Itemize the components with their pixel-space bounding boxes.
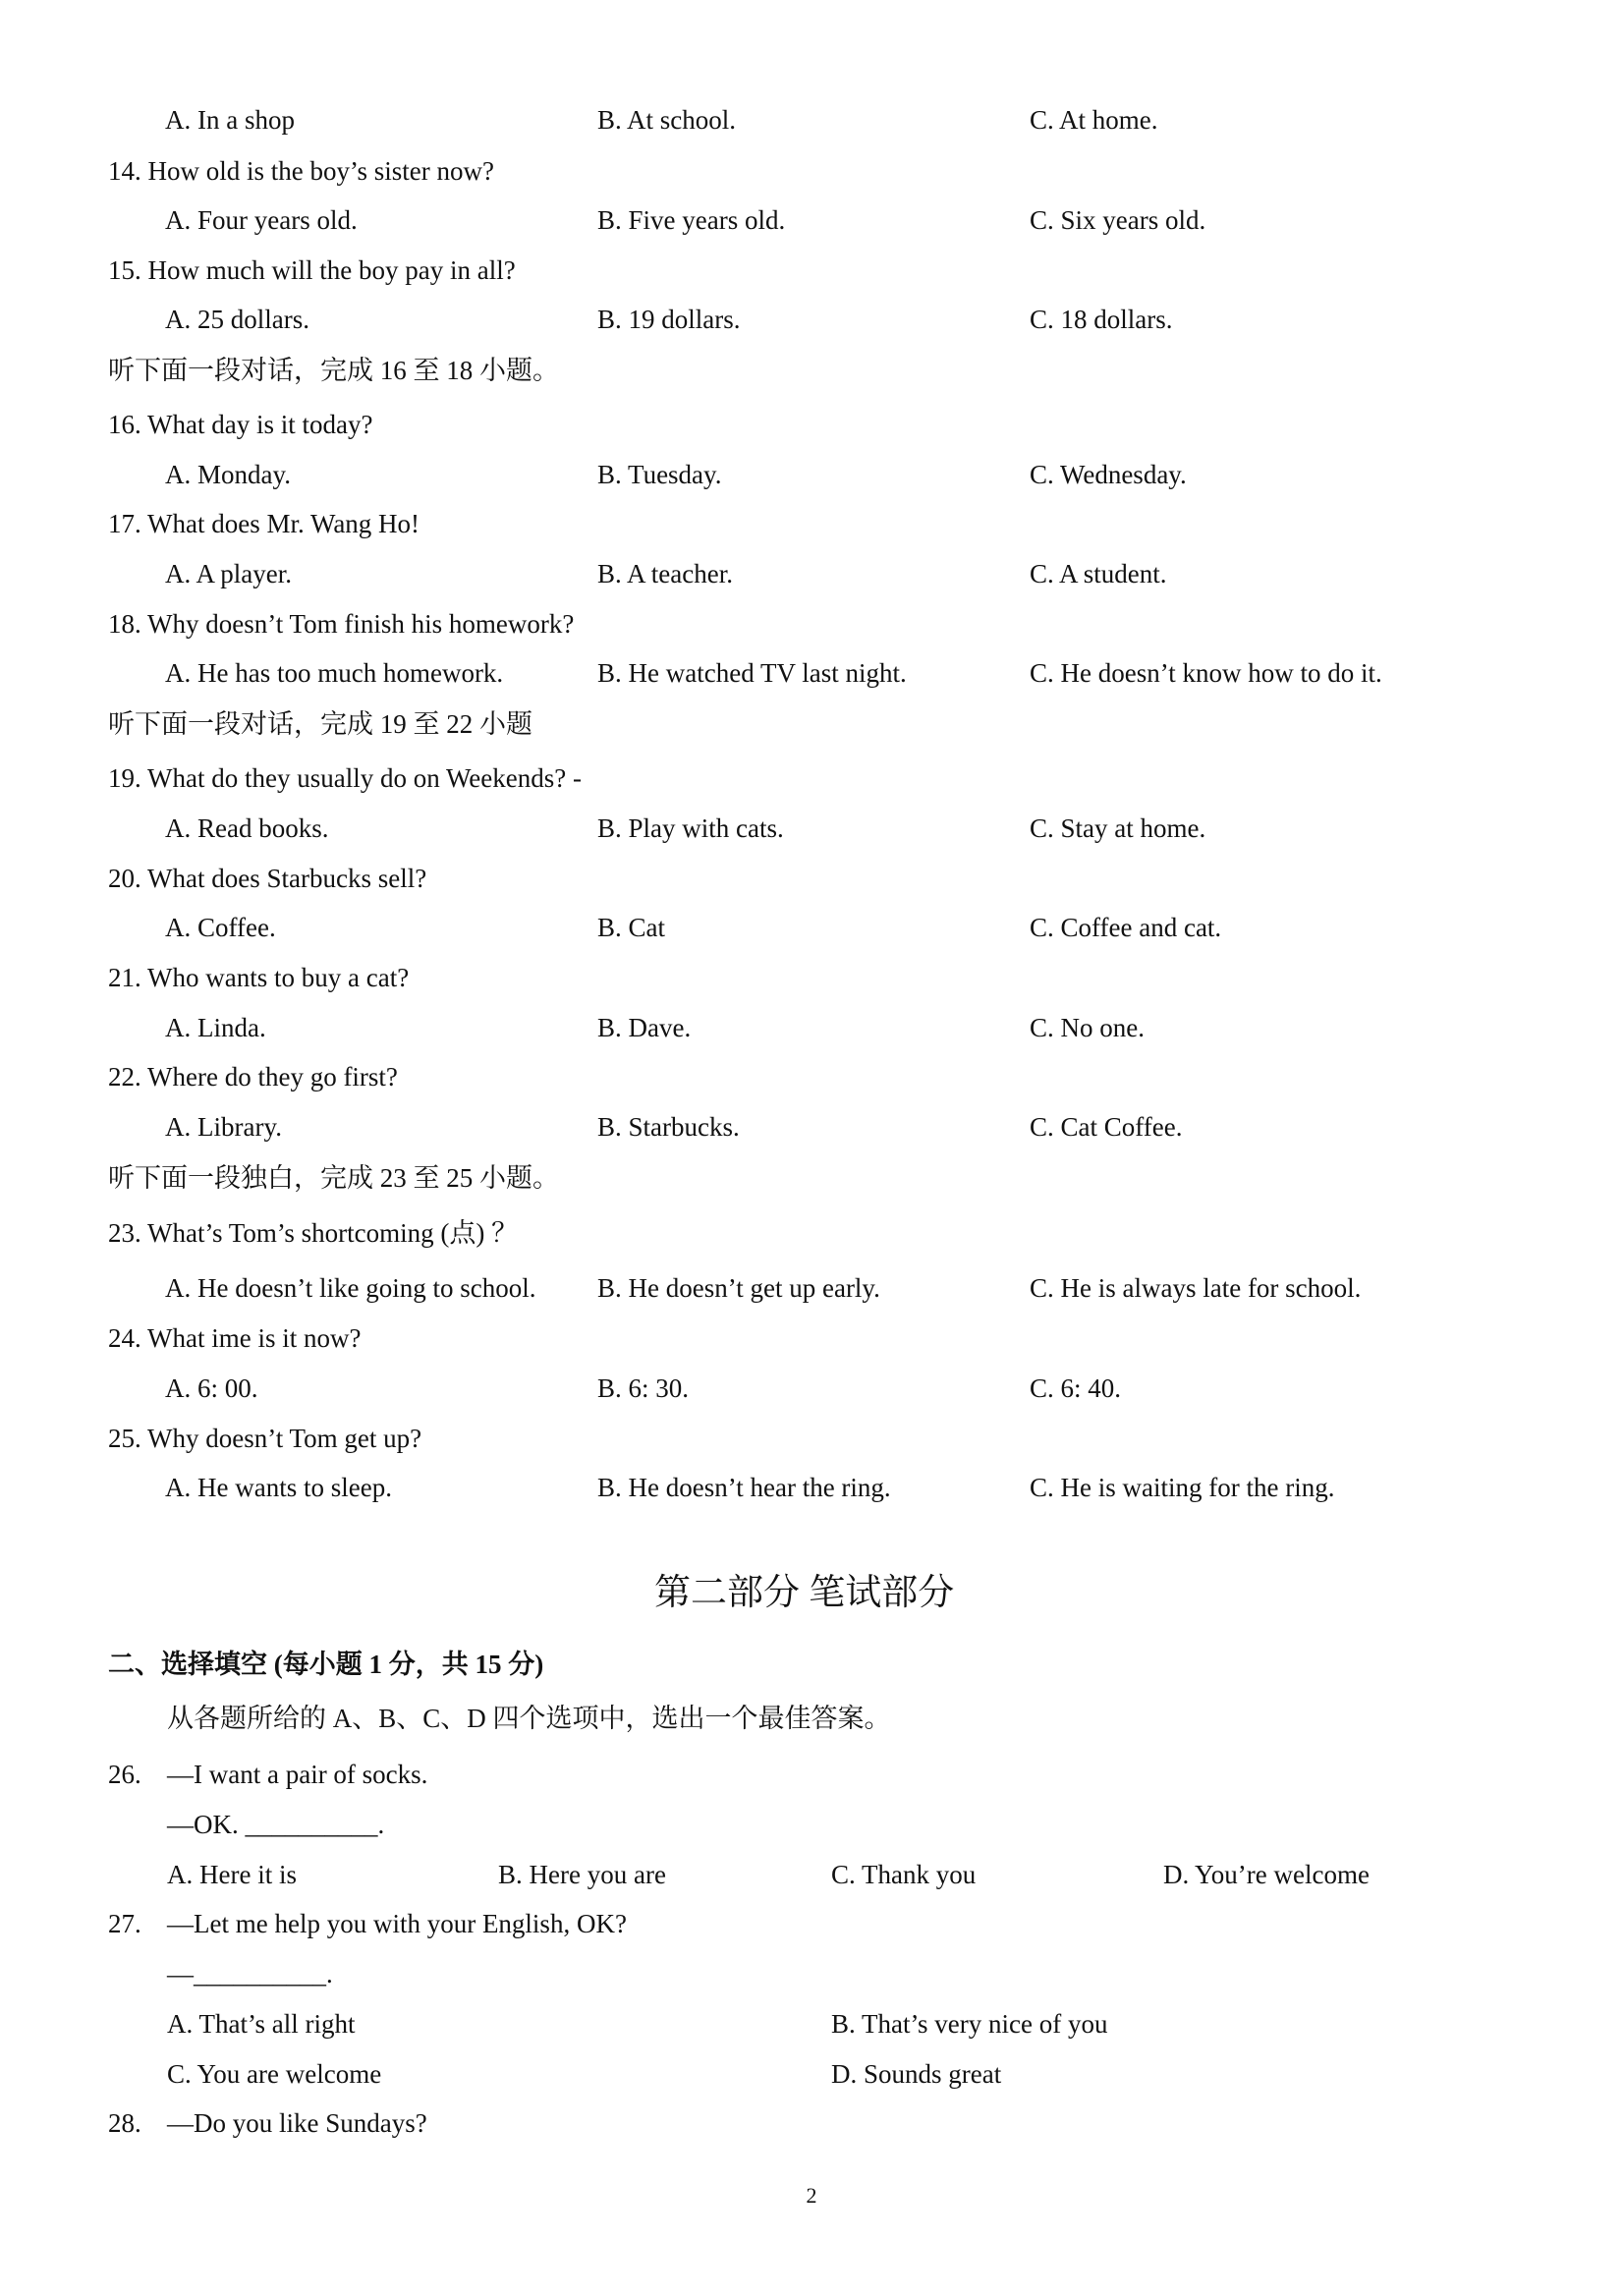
option-text: C. He is waiting for the ring. (1030, 1473, 1335, 1502)
option-text: C. Stay at home. (1030, 813, 1206, 843)
option-text: B. 6: 30. (597, 1373, 690, 1403)
option-text: B. Starbucks. (597, 1112, 740, 1142)
option-text: B. Five years old. (597, 205, 786, 235)
option-text: C. No one. (1030, 1013, 1145, 1042)
option-text: C. At home. (1030, 105, 1158, 135)
option-text: A. He has too much homework. (165, 658, 504, 688)
option-text: C. 6: 40. (1030, 1373, 1122, 1403)
option-text: B. He watched TV last night. (597, 658, 907, 688)
option-text: A. A player. (165, 559, 292, 588)
option-text: A. 25 dollars. (165, 305, 309, 334)
option-text: B. Tuesday. (597, 460, 722, 489)
answer-blank-line: —__________. (167, 1959, 333, 1988)
question-text: —I want a pair of socks. (167, 1760, 428, 1789)
question-text: 22. Where do they go first? (108, 1062, 398, 1092)
question-text: 23. What’s Tom’s shortcoming (点) ？ (108, 1218, 519, 1248)
option-text: A. Four years old. (165, 205, 358, 235)
option-text: A. He doesn’t like going to school. (165, 1273, 536, 1303)
section-instruction: 从各题所给的 A、B、C、D 四个选项中，选出一个最佳答案。 (167, 1704, 891, 1733)
part-title: 第二部分 笔试部分 (654, 1573, 955, 1613)
option-text: A. In a shop (165, 105, 295, 135)
question-text: 18. Why doesn’t Tom finish his homework? (108, 609, 575, 639)
question-number: 28. (108, 2108, 141, 2138)
option-text: C. A student. (1030, 559, 1167, 588)
option-text: B. 19 dollars. (597, 305, 741, 334)
question-text: 14. How old is the boy’s sister now? (108, 156, 494, 186)
option-text: A. Linda. (165, 1013, 266, 1042)
option-text: C. Thank you (831, 1860, 977, 1889)
option-text: A. Read books. (165, 813, 329, 843)
option-text: A. Monday. (165, 460, 291, 489)
option-text: A. Here it is (167, 1860, 297, 1889)
option-text: C. Six years old. (1030, 205, 1206, 235)
question-text: 17. What does Mr. Wang Ho! (108, 509, 420, 538)
option-text: B. A teacher. (597, 559, 733, 588)
option-text: B. He doesn’t hear the ring. (597, 1473, 891, 1502)
question-text: —Do you like Sundays? (167, 2108, 427, 2138)
question-text: —Let me help you with your English, OK? (167, 1909, 627, 1938)
section-instruction: 听下面一段对话，完成 16 至 18 小题。 (108, 356, 559, 385)
option-text: C. He doesn’t know how to do it. (1030, 658, 1382, 688)
option-text: B. He doesn’t get up early. (597, 1273, 880, 1303)
option-text: C. Coffee and cat. (1030, 913, 1222, 942)
question-text: 25. Why doesn’t Tom get up? (108, 1424, 422, 1453)
question-text: 21. Who wants to buy a cat? (108, 963, 410, 992)
option-text: A. 6: 00. (165, 1373, 258, 1403)
option-text: A. Coffee. (165, 913, 276, 942)
question-text: 15. How much will the boy pay in all? (108, 255, 516, 285)
option-text: A. Library. (165, 1112, 282, 1142)
option-text: B. Cat (597, 913, 666, 942)
option-text: A. That’s all right (167, 2009, 356, 2039)
section-heading: 二、选择填空 (每小题 1 分，共 15 分) (108, 1650, 544, 1679)
option-text: A. He wants to sleep. (165, 1473, 392, 1502)
option-text: B. At school. (597, 105, 737, 135)
question-text: 24. What ime is it now? (108, 1323, 362, 1353)
question-number: 26. (108, 1760, 141, 1789)
option-text: C. He is always late for school. (1030, 1273, 1362, 1303)
option-text: C. Wednesday. (1030, 460, 1187, 489)
answer-blank-line: —OK. __________. (167, 1810, 385, 1839)
page-number: 2 (806, 2183, 817, 2208)
option-text: B. Dave. (597, 1013, 692, 1042)
option-text: C. Cat Coffee. (1030, 1112, 1183, 1142)
option-text: D. You’re welcome (1163, 1860, 1370, 1889)
option-text: C. You are welcome (167, 2059, 382, 2089)
option-text: B. Play with cats. (597, 813, 784, 843)
question-text: 20. What does Starbucks sell? (108, 864, 427, 893)
option-text: B. Here you are (498, 1860, 666, 1889)
section-instruction: 听下面一段独白，完成 23 至 25 小题。 (108, 1163, 559, 1193)
option-text: D. Sounds great (831, 2059, 1002, 2089)
question-number: 27. (108, 1909, 141, 1938)
section-instruction: 听下面一段对话，完成 19 至 22 小题 (108, 709, 532, 739)
question-text: 16. What day is it today? (108, 410, 373, 439)
question-text: 19. What do they usually do on Weekends? - (108, 763, 582, 793)
option-text: B. That’s very nice of you (831, 2009, 1108, 2039)
option-text: C. 18 dollars. (1030, 305, 1173, 334)
